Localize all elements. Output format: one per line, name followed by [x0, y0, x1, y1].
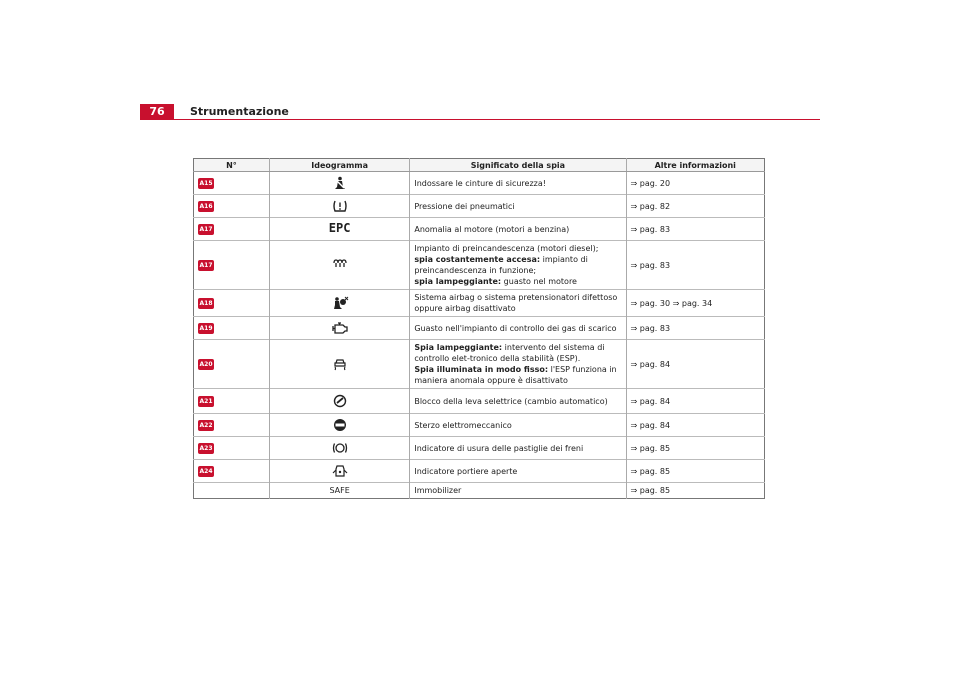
meaning-cell: Sterzo elettromeccanico: [410, 414, 626, 437]
meaning-text-steady: l'ESP funziona in maniera anomala oppure è disattivato: [414, 365, 617, 385]
info-cell: ⇒ pag. 83: [626, 218, 765, 241]
brake-pad-icon: [331, 444, 349, 453]
meaning-cell: Indossare le cinture di sicurezza!: [410, 172, 626, 195]
table-row: [194, 241, 765, 290]
info-cell: ⇒ pag. 84: [626, 414, 765, 437]
meaning-cell: Blocco della leva selettrice (cambio automatico): [410, 389, 626, 414]
row-number-badge: A23: [199, 445, 213, 452]
table-row: [194, 460, 765, 483]
meaning-cell: Pressione dei pneumatici: [410, 195, 626, 218]
meaning-cell: [410, 241, 626, 290]
warning-lights-table: [193, 158, 765, 499]
table-row: [194, 195, 765, 218]
meaning-cell: Immobilizer: [410, 483, 626, 499]
info-cell: ⇒ pag. 30 ⇒ pag. 34: [626, 290, 765, 317]
meaning-text-steady: impianto di preincandescenza in funzione;: [414, 255, 588, 275]
meaning-label-flashing: Spia lampeggiante:: [414, 343, 503, 352]
row-number-badge: A17: [199, 262, 213, 269]
table-row: [194, 172, 765, 195]
row-number-badge: A22: [199, 422, 213, 429]
meaning-cell: Indicatore portiere aperte: [410, 460, 626, 483]
info-cell: ⇒ pag. 20: [626, 172, 765, 195]
row-number-badge: A17: [199, 226, 213, 233]
safe-indicator-label: SAFE: [329, 486, 350, 495]
row-number-empty: [194, 483, 270, 499]
engine-check-icon: [331, 324, 349, 333]
row-number-badge: A21: [199, 398, 213, 405]
meaning-cell: Guasto nell'impianto di controllo dei gas di scarico: [410, 317, 626, 340]
meaning-text-flashing: intervento del sistema di controllo elet-tronico della stabilità (ESP).: [414, 343, 605, 363]
table-row: [194, 437, 765, 460]
info-cell: ⇒ pag. 85: [626, 483, 765, 499]
tyre-pressure-icon: [331, 202, 349, 211]
seatbelt-icon: [331, 179, 349, 188]
table-row: [194, 317, 765, 340]
chapter-title: Strumentazione: [190, 105, 289, 118]
info-cell: ⇒ pag. 83: [626, 317, 765, 340]
meaning-line: Impianto di preincandescenza (motori diesel);: [414, 244, 599, 253]
meaning-label-steady: spia costantemente accesa:: [414, 255, 541, 264]
table-row: [194, 414, 765, 437]
row-number-badge: A20: [199, 361, 213, 368]
table-row: [194, 218, 765, 241]
glow-plug-icon: [331, 261, 349, 270]
meaning-label-flashing: spia lampeggiante:: [414, 277, 502, 286]
row-number-badge: A24: [199, 468, 213, 475]
meaning-text-flashing: guasto nel motore: [501, 277, 577, 286]
esp-icon: [331, 360, 349, 369]
meaning-cell: [410, 340, 626, 389]
selector-lever-icon: [331, 397, 349, 406]
info-cell: ⇒ pag. 83: [626, 241, 765, 290]
table-row: [194, 483, 765, 499]
meaning-cell: Indicatore di usura delle pastiglie dei freni: [410, 437, 626, 460]
info-cell: ⇒ pag. 82: [626, 195, 765, 218]
table-header-row: [194, 159, 765, 172]
table-row: [194, 340, 765, 389]
steering-icon: [331, 421, 349, 430]
meaning-label-steady: Spia illuminata in modo fisso:: [414, 365, 549, 374]
meaning-cell: Sistema airbag o sistema pretensionatori difettoso oppure airbag disattivato: [410, 290, 626, 317]
column-header-info: Altre informazioni: [626, 159, 765, 172]
info-cell: ⇒ pag. 85: [626, 460, 765, 483]
column-header-icon: Ideogramma: [269, 159, 409, 172]
epc-icon: EPC: [328, 221, 351, 235]
row-number-badge: A18: [199, 300, 213, 307]
info-cell: ⇒ pag. 85: [626, 437, 765, 460]
header-divider: [140, 119, 820, 120]
column-header-number: N°: [194, 159, 270, 172]
table-row: [194, 290, 765, 317]
info-cell: ⇒ pag. 84: [626, 340, 765, 389]
column-header-meaning: Significato della spia: [410, 159, 626, 172]
row-number-badge: A15: [199, 180, 213, 187]
row-number-badge: A19: [199, 325, 213, 332]
table-row: [194, 389, 765, 414]
meaning-cell: Anomalia al motore (motori a benzina): [410, 218, 626, 241]
page-number: 76: [140, 104, 174, 120]
airbag-off-icon: [331, 299, 349, 308]
door-open-icon: [331, 467, 349, 476]
info-cell: ⇒ pag. 84: [626, 389, 765, 414]
row-number-badge: A16: [199, 203, 213, 210]
